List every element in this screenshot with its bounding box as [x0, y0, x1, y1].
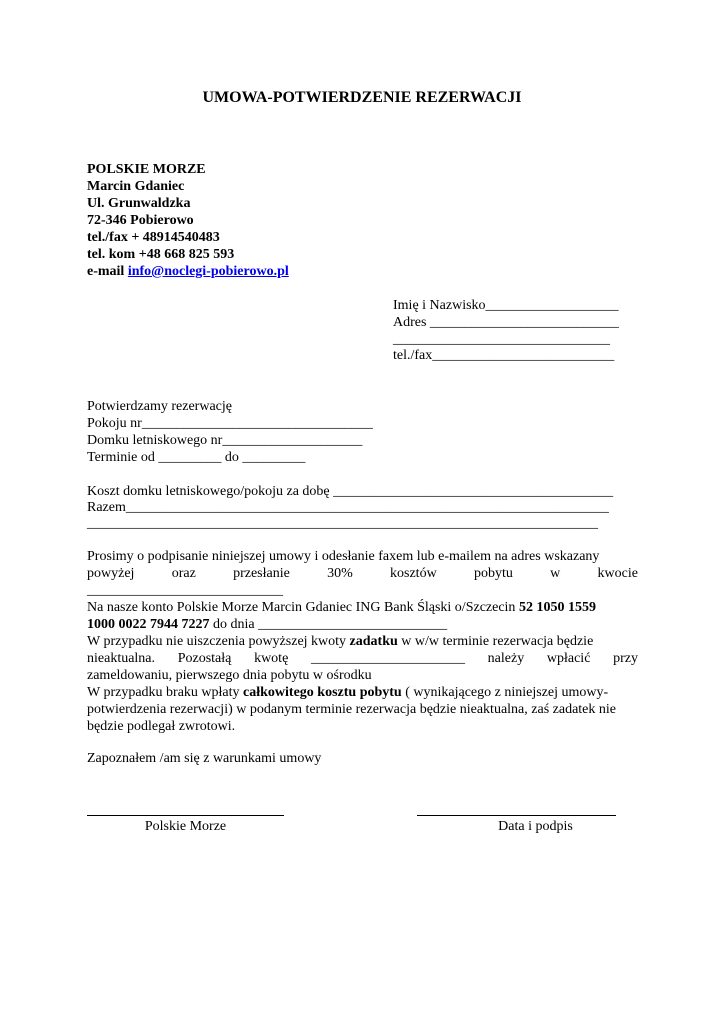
house-number-field[interactable]: Domku letniskowego nr____________________: [87, 433, 363, 448]
word: kwocie: [597, 566, 638, 581]
company-name: POLSKIE MORZE: [87, 162, 206, 177]
company-city: 72-346 Pobierowo: [87, 213, 194, 228]
terms-p1-line2: [87, 565, 638, 582]
remaining-amount-field[interactable]: ______________________: [310, 651, 465, 666]
terms-p2-line1: [87, 633, 593, 650]
account-number-a: 52 1050 1559: [518, 600, 596, 615]
account-prefix: Na nasze konto Polskie Morze Marcin Gdaniec ING Bank Śląski o/Szczecin: [87, 600, 519, 615]
confirm-intro: Potwierdzamy rezerwację: [87, 399, 232, 414]
word: należy: [487, 651, 525, 666]
client-address-field[interactable]: Adres ___________________________: [393, 315, 619, 330]
client-address-field-2[interactable]: _______________________________: [393, 332, 610, 347]
word: powyżej: [87, 566, 135, 581]
terms-p3-line2: potwierdzenia rezerwacji) w podanym terminie rezerwacja będzie nieaktualna, zaś zadatek nie: [87, 702, 616, 717]
email-link[interactable]: info@noclegi-pobierowo.pl: [127, 264, 289, 279]
word: przesłanie: [233, 566, 290, 581]
room-number-field[interactable]: Pokoju nr_________________________________: [87, 416, 373, 431]
signature-label-left: Polskie Morze: [144, 819, 227, 834]
account-number-b: 1000 0022 7944 7227: [87, 617, 210, 632]
client-telfax-field[interactable]: tel./fax__________________________: [393, 348, 615, 363]
word: wpłacić: [546, 651, 591, 666]
company-person: Marcin Gdaniec: [87, 179, 185, 194]
document-title: UMOWA-POTWIERDZENIE REZERWACJI: [202, 89, 522, 106]
email-label: e-mail: [87, 264, 128, 279]
word: oraz: [171, 566, 196, 581]
terms-p3-line3: będzie podlegał zwrotowi.: [87, 719, 236, 734]
word: pobytu: [473, 566, 513, 581]
terms-p2-line3: zameldowaniu, pierwszego dnia pobytu w ośrodku: [87, 668, 372, 683]
cost-per-day-field[interactable]: Koszt domku letniskowego/pokoju za dobę ________________________________________: [87, 484, 614, 499]
p2-text-bold: zadatku: [349, 634, 398, 649]
word: kosztów: [390, 566, 437, 581]
p3-text-bold: całkowitego kosztu pobytu: [243, 685, 402, 700]
word: kwotę: [254, 651, 289, 666]
p3-text-a: W przypadku braku wpłaty: [87, 685, 244, 700]
cost-extra-line: _________________________________________________________________________: [87, 516, 598, 531]
company-telkom: tel. kom +48 668 825 593: [87, 247, 235, 262]
signature-line-left[interactable]: [87, 815, 284, 816]
company-street: Ul. Grunwaldzka: [87, 196, 191, 211]
word: nieaktualna.: [87, 651, 156, 666]
company-telfax: tel./fax + 48914540483: [87, 230, 220, 245]
terms-p2-line2: [87, 650, 638, 667]
company-email-line: [87, 263, 289, 280]
acknowledgement: Zapoznałem /am się z warunkami umowy: [87, 751, 322, 766]
word: przy: [613, 651, 638, 666]
terms-account-line2: [87, 616, 447, 633]
terms-p1-line1: Prosimy o podpisanie niniejszej umowy i odesłanie faxem lub e-mailem na adres wskazany: [87, 549, 600, 564]
terms-p3-line1: [87, 684, 608, 701]
word: 30%: [327, 566, 353, 581]
client-name-field[interactable]: Imię i Nazwisko___________________: [393, 298, 619, 313]
cost-total-field[interactable]: Razem_____________________________________________________________________: [87, 500, 609, 515]
term-field[interactable]: Terminie od _________ do _________: [87, 450, 306, 465]
p2-text-a: W przypadku nie uiszczenia powyższej kwoty: [87, 634, 350, 649]
signature-label-right: Data i podpis: [498, 819, 573, 834]
terms-account-line1: [87, 599, 596, 616]
p3-text-b: ( wynikającego z niniejszej umowy-: [401, 685, 609, 700]
word: Pozostałą: [177, 651, 232, 666]
account-deadline-field[interactable]: do dnia ___________________________: [209, 617, 448, 632]
terms-amount-field[interactable]: ____________________________: [87, 583, 283, 598]
p2-text-b: w w/w terminie rezerwacja będzie: [397, 634, 594, 649]
signature-line-right[interactable]: [417, 815, 616, 816]
word: w: [550, 566, 561, 581]
